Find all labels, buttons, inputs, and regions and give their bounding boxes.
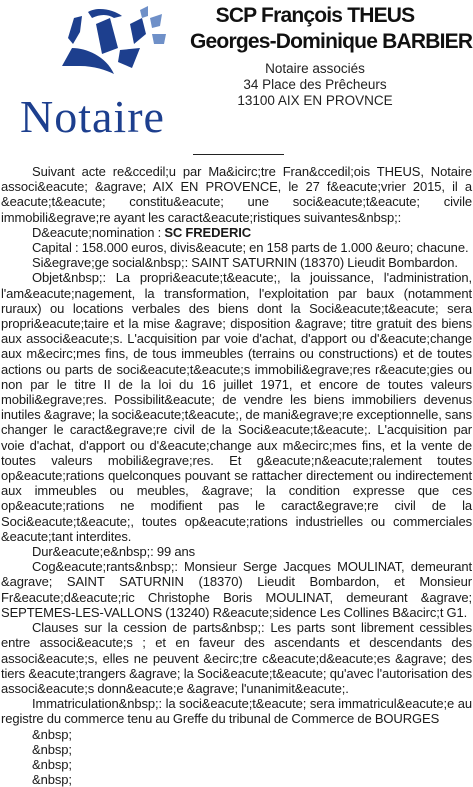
nbsp-line: &nbsp; bbox=[32, 772, 72, 787]
immatriculation-paragraph: Immatriculation&nbsp;: la soci&eacute;t&eacute; sera immatricul&eacute;e au registre du commerce tenu au Greffe du tribunal de Commerce de BOURGES bbox=[1, 696, 472, 727]
notaire-logo-graphic bbox=[14, 4, 189, 144]
cogerants-paragraph: Cog&eacute;rants&nbsp;: Monsieur Serge Jacques MOULINAT, demeurant &agrave; SAINT SATURNIN (18370) Lieudit Bombardon, et Monsieur Fr&eacute;d&eacute;ric Christophe Boris MOULINAT, demeurant &agrave; SEPTEMES-LES-VALLONS (13240) R&eacute;sidence Les Collines B&acirc;t G1. bbox=[1, 559, 472, 620]
office-name-line-1: SCP François THEUS bbox=[215, 4, 415, 27]
intro-paragraph: Suivant acte re&ccedil;u par Ma&icirc;tre Fran&ccedil;ois THEUS, Notaire associ&eacute; &agrave; AIX EN PROVENCE, le 27 f&eacute;vrier 2015, il a &eacute;t&eacute; constitu&eacute; une soci&eacute;t&eacute; civile immobili&egrave;re ayant les caract&eacute;ristiques suivantes&nbsp;: bbox=[1, 164, 472, 225]
address-street: 34 Place des Prêcheurs bbox=[243, 77, 387, 92]
nbsp-line: &nbsp; bbox=[32, 741, 72, 757]
separator-rule bbox=[193, 154, 284, 155]
announcement-body bbox=[1, 164, 472, 787]
siege-line: Si&egrave;ge social&nbsp;: SAINT SATURNIN (18370) Lieudit Bombardon. bbox=[32, 255, 458, 271]
office-type: Notaire associés bbox=[265, 61, 365, 76]
denomination-label: D&eacute;nomination : bbox=[32, 224, 165, 240]
denomination-value: SC FREDERIC bbox=[164, 224, 252, 240]
nbsp-line: &nbsp; bbox=[32, 756, 72, 772]
nbsp-line: &nbsp; bbox=[32, 726, 72, 742]
denomination-line bbox=[1, 225, 472, 240]
notaire-logo bbox=[14, 4, 189, 144]
duree-line: Dur&eacute;e&nbsp;: 99 ans bbox=[32, 544, 196, 560]
capital-line: Capital : 158.000 euros, divis&eacute; en 158 parts de 1.000 &euro; chacune. bbox=[32, 240, 469, 256]
objet-paragraph: Objet&nbsp;: La propri&eacute;t&eacute;, la jouissance, l'administration, l'am&eacute;nagement, la transformation, l'exploitation par baux (notamment ruraux) ou locations verbales des biens dont la Soci&eacute;t&eacute; sera propri&eacute;taire et la mise &agrave; disposition &agrave; titre gratuit des biens aux associ&eacute;s. L'acquisition par voie d'achat, d'apport ou d'&eacute;change aux m&ecirc;mes fins, de tous immeubles (terrains ou constructions) et de toutes actions ou parts de soci&eacute;t&eacute;s immobili&egrave;res r&eacute;gies ou non par le titre II de la loi du 16 juillet 1971, et encore de toutes valeurs mobili&egrave;res. Possibilit&eacute; de vendre les biens immobiliers devenus inutiles &agrave; la soci&eacute;t&eacute;, de mani&egrave;re exceptionnelle, sans changer le caract&egrave;re civil de la Soci&eacute;t&eacute;. L'acquisition par voie d'achat, d'apport ou d'&eacute;change aux m&ecirc;mes fins, et la vente de toutes valeurs mobili&egrave;res. Et g&eacute;n&eacute;ralement toutes op&eacute;rations quelconques pouvant se rattacher directement ou indirectement aux immeubles ou meubles, &agrave; la condition expresse que ces op&eacute;rations ne modifient pas le caract&egrave;re civil de la Soci&eacute;t&eacute;, toutes op&eacute;rations industrielles ou commerciales &eacute;tant interdites. bbox=[1, 270, 472, 544]
office-block bbox=[190, 3, 473, 109]
marianne-emblem-icon bbox=[62, 6, 166, 74]
address-city: 13100 AIX EN PROVNCE bbox=[237, 93, 393, 108]
clauses-paragraph: Clauses sur la cession de parts&nbsp;: Les parts sont librement cessibles entre associ&eacute;s ; et en faveur des ascendants et descendants des associ&eacute;s, elles ne peuvent &ecirc;tre c&eacute;d&eacute;es &agrave; des tiers &eacute;trangers &agrave; la Soci&eacute;t&eacute; qu'avec l'autorisation des associ&eacute;s donn&eacute;e &agrave; l'unanimit&eacute;. bbox=[1, 620, 472, 696]
office-name-line-2: Georges-Dominique BARBIER bbox=[190, 30, 473, 53]
letterhead bbox=[0, 0, 473, 150]
logo-wordmark: Notaire bbox=[20, 91, 165, 142]
